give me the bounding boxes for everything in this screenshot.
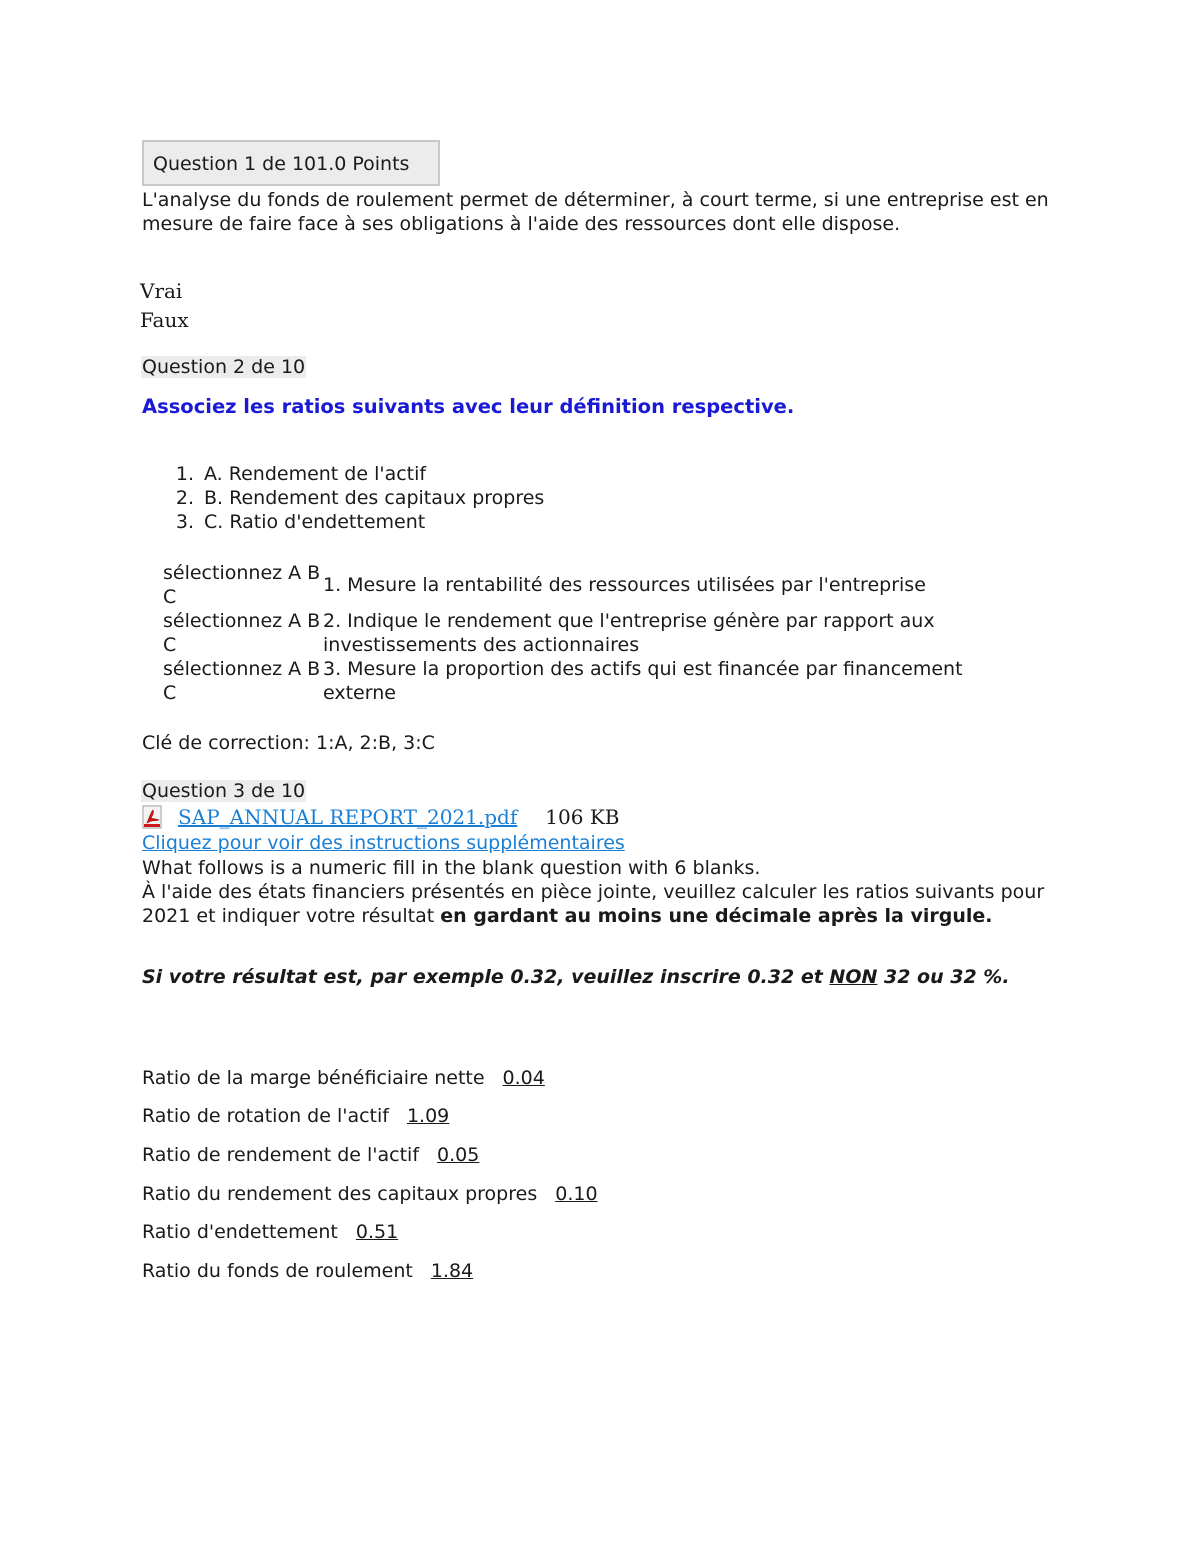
match-definition-3: 3. Mesure la proportion des actifs qui est financée par financement externe [323, 658, 963, 704]
question-3-label: Question 3 de 10 [142, 780, 306, 802]
ratio-answer[interactable]: 0.04 [502, 1067, 545, 1089]
question-2-title: Associez les ratios suivants avec leur définition respective. [142, 395, 795, 418]
question-1-header: Question 1 de 101.0 Points [142, 140, 440, 186]
ratio-row-5 [142, 1221, 398, 1243]
question-3-header [141, 780, 306, 802]
ratio-row-2 [142, 1105, 449, 1127]
pdf-icon [142, 805, 164, 834]
question-1-options [140, 277, 189, 335]
question-3-intro: What follows is a numeric fill in the blank question with 6 blanks. [142, 857, 761, 879]
match-definition-1: 1. Mesure la rentabilité des ressources utilisées par l'entreprise [323, 574, 926, 596]
question-2-label: Question 2 de 10 [142, 356, 306, 378]
ratio-row-4 [142, 1183, 598, 1205]
matching-table [163, 561, 1033, 705]
table-row [163, 561, 1033, 609]
list-item: 3. C. Ratio d'endettement [175, 511, 426, 533]
ratio-label: Ratio du fonds de roulement [142, 1260, 413, 1282]
attachment-row [142, 805, 619, 834]
list-item: 1. A. Rendement de l'actif [175, 463, 427, 485]
ratio-answer[interactable]: 0.51 [355, 1221, 399, 1243]
ratio-row-6 [142, 1260, 473, 1282]
match-select-2[interactable]: sélectionnez A B C [163, 610, 321, 656]
correction-key: Clé de correction: 1:A, 2:B, 3:C [142, 732, 435, 754]
match-select-1[interactable]: sélectionnez A B C [163, 562, 321, 608]
ratio-label: Ratio de rendement de l'actif [142, 1144, 420, 1166]
question-1-text: L'analyse du fonds de roulement permet de déterminer, à court terme, si une entreprise est en mesure de faire face à ses obligations à l'aide des ressources dont elle dispose. [142, 189, 1049, 235]
ratio-answer[interactable]: 0.10 [555, 1183, 598, 1205]
match-definition-2: 2. Indique le rendement que l'entreprise génère par rapport aux investissements des actionnaires [323, 610, 935, 656]
match-select-3[interactable]: sélectionnez A B C [163, 658, 321, 704]
question-2-header [141, 356, 306, 378]
ratio-list [160, 462, 544, 534]
table-row [163, 609, 1033, 657]
ratio-answer[interactable]: 1.09 [406, 1105, 450, 1127]
attachment-link[interactable]: SAP_ANNUAL REPORT_2021.pdf [178, 805, 518, 829]
question-3-note: Si votre résultat est, par exemple 0.32, veuillez inscrire 0.32 et NON 32 ou 32 %. [142, 966, 1010, 988]
question-3-body: À l'aide des états financiers présentés en pièce jointe, veuillez calculer les ratios suivants pour 2021 et indiquer votre résultat en gardant au moins une décimale après la virgule. [142, 881, 1045, 927]
table-row [163, 657, 1033, 705]
ratio-label: Ratio de rotation de l'actif [142, 1105, 389, 1127]
option-vrai[interactable]: Vrai [140, 279, 183, 303]
list-item: 2. B. Rendement des capitaux propres [175, 487, 545, 509]
ratio-answer[interactable]: 1.84 [430, 1260, 474, 1282]
instructions-link[interactable]: Cliquez pour voir des instructions supplémentaires [142, 832, 625, 854]
ratio-answer[interactable]: 0.05 [437, 1144, 480, 1166]
ratio-label: Ratio du rendement des capitaux propres [142, 1183, 538, 1205]
ratio-row-1 [142, 1067, 545, 1089]
option-faux[interactable]: Faux [140, 308, 189, 332]
ratio-label: Ratio d'endettement [142, 1221, 338, 1243]
ratio-row-3 [142, 1144, 479, 1166]
attachment-size: 106 KB [545, 805, 620, 829]
ratio-label: Ratio de la marge bénéficiaire nette [142, 1067, 485, 1089]
